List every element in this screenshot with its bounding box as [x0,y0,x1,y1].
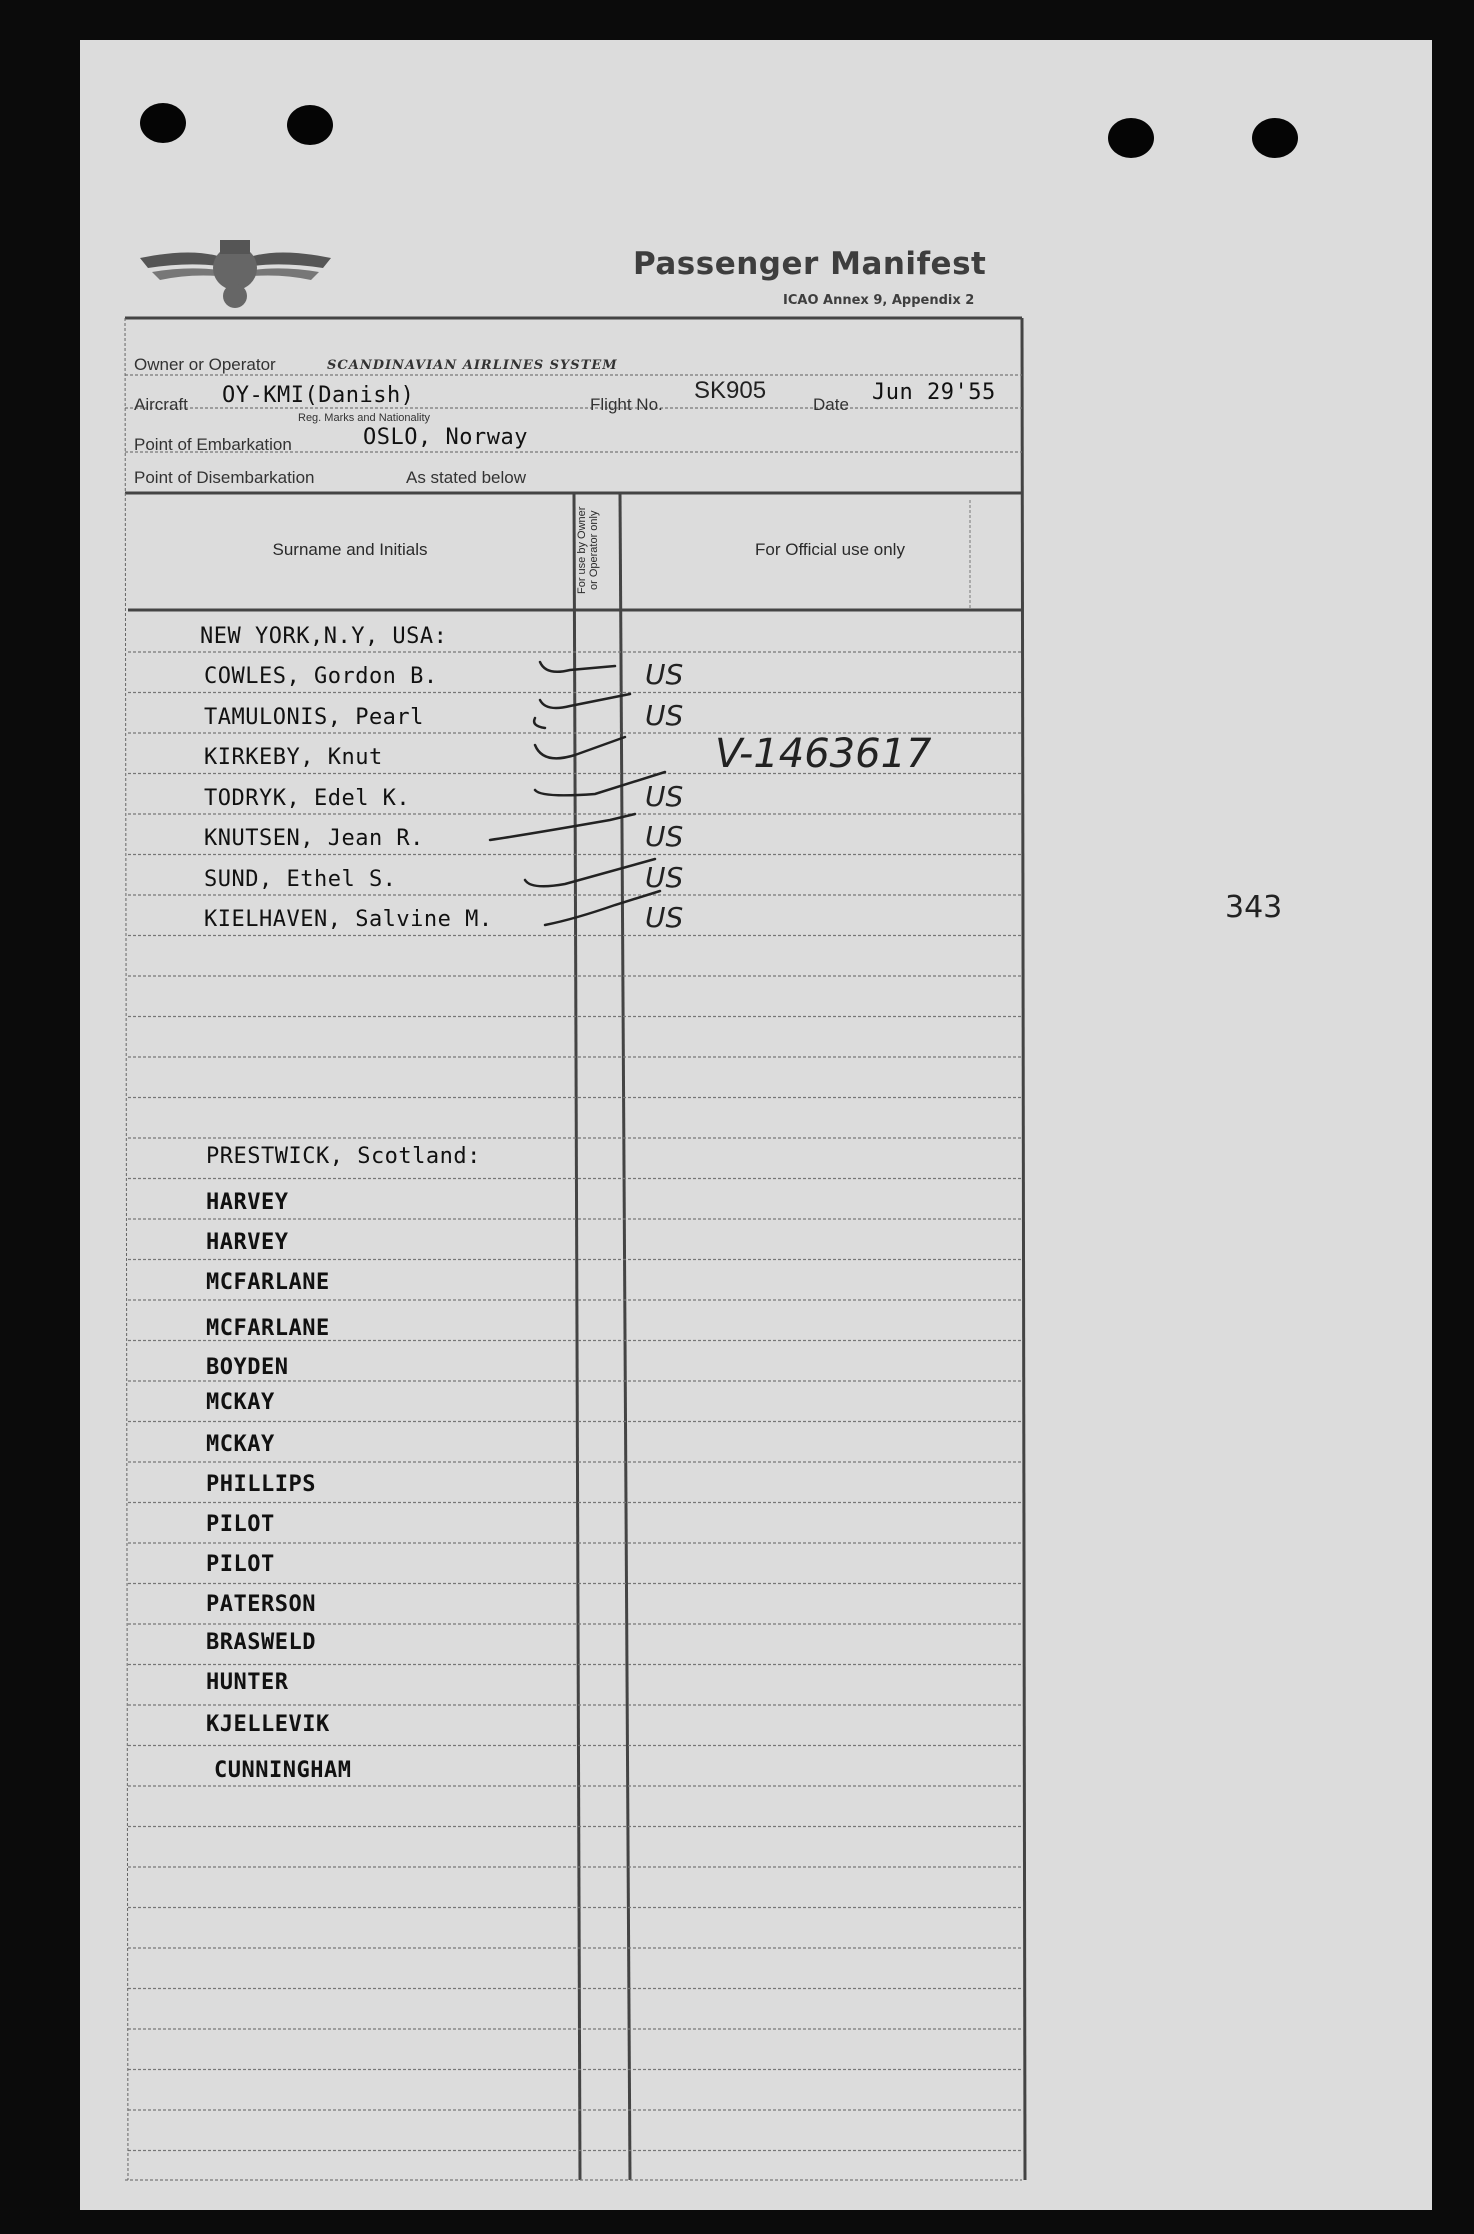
passenger-name: TODRYK, Edel K. [204,785,411,811]
passenger-name: BRASWELD [206,1630,316,1655]
owner-value: SCANDINAVIAN AIRLINES SYSTEM [327,358,618,373]
passenger-name: KIELHAVEN, Salvine M. [204,907,493,932]
passenger-name: PATERSON [206,1592,316,1617]
passenger-name: KIRKEBY, Knut [204,745,383,770]
destination-heading: PRESTWICK, Scotland: [206,1144,481,1169]
aircraft-value: OY-KMI(Danish) [222,383,415,408]
passenger-name: PILOT [206,1512,275,1537]
passenger-name: HARVEY [206,1190,289,1215]
disembarkation-label: Point of Disembarkation [134,468,315,487]
passenger-name: KNUTSEN, Jean R. [204,826,424,851]
manifest-title: Passenger Manifest [633,246,987,282]
passenger-name: MCFARLANE [206,1316,330,1341]
official-notation: US [645,658,684,691]
passenger-name: SUND, Ethel S. [204,866,397,892]
manifest-subtitle: ICAO Annex 9, Appendix 2 [783,293,975,308]
column-header-official: For Official use only [755,540,905,559]
aircraft-label: Aircraft [134,395,188,414]
date-value: Jun 29'55 [872,380,996,405]
passenger-name: COWLES, Gordon B. [204,664,438,689]
passenger-name: PHILLIPS [206,1472,316,1497]
embarkation-label: Point of Embarkation [134,435,292,454]
page-side-number: 343 [1225,890,1283,925]
flight-label: Flight No. [590,395,663,414]
passenger-name: MCFARLANE [206,1270,330,1295]
flight-value: SK905 [694,377,767,404]
disembarkation-value: As stated below [406,468,527,487]
column-header-surname: Surname and Initials [272,540,428,559]
destination-heading: NEW YORK,N.Y, USA: [200,624,448,649]
official-notation: US [645,901,684,934]
passenger-name: HUNTER [206,1670,289,1695]
owner-label: Owner or Operator [134,355,276,374]
column-header-owner-use: For use by Owner or Operator only [576,506,600,594]
passenger-name: CUNNINGHAM [214,1758,352,1783]
passenger-name: BOYDEN [206,1355,289,1380]
passenger-name: HARVEY [206,1230,289,1255]
passenger-name: MCKAY [206,1432,275,1457]
official-notation: US [645,820,684,853]
official-notation: V-1463617 [715,731,932,777]
official-notation: US [645,698,684,732]
date-label: Date [813,395,849,414]
passenger-name: PILOT [206,1552,275,1577]
passenger-name: TAMULONIS, Pearl [204,704,424,730]
reg-marks-label: Reg. Marks and Nationality [298,412,431,424]
passenger-name: MCKAY [206,1390,275,1415]
passenger-name: KJELLEVIK [206,1712,330,1737]
official-notation: US [645,779,684,813]
official-notation: US [645,860,684,894]
embarkation-value: OSLO, Norway [363,425,528,450]
